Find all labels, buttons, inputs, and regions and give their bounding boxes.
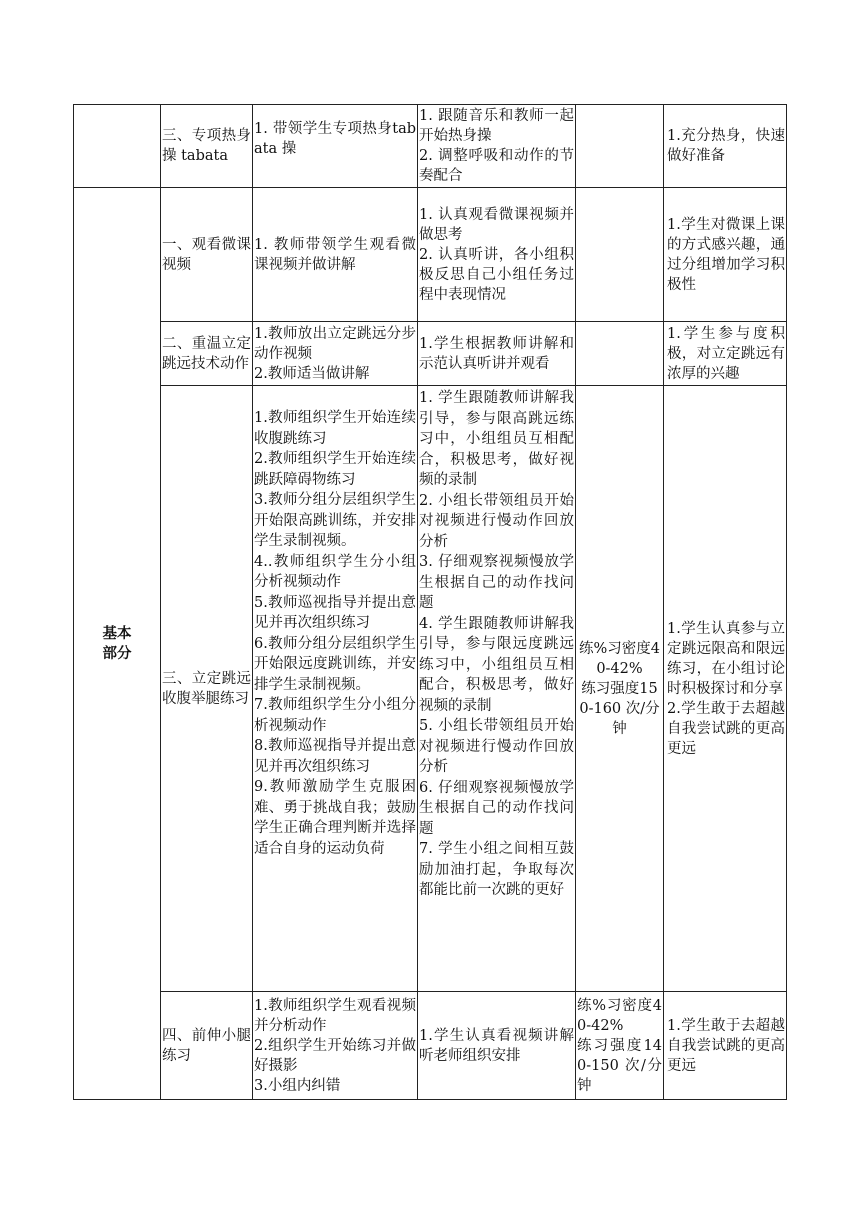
student-activity-cell: 1. 跟随音乐和教师一起开始热身操 2. 调整呼吸和动作的节奏配合 <box>418 105 576 188</box>
table-row <box>74 188 787 322</box>
goal-cell: 1.充分热身，快速做好准备 <box>664 105 787 188</box>
lesson-plan-table <box>73 104 787 1100</box>
load-cell <box>576 188 664 322</box>
load-cell <box>576 322 664 386</box>
teacher-activity-cell: 1.教师组织学生开始连续收腹跳练习 2.教师组织学生开始连续跳跃障碍物练习 3.教师分组分层组织学生开始限高跳训练，并安排学生录制视频。 4..教师组织学生分小组分析视频动作 5.教师巡视指导并提出意见并再次组织练习 6.教师分组分层组织学生开始限远度跳训练，并安排学生录制视频。 7.教师组织学生分小组分析视频动作 8.教师巡视指导并提出意见并再次组织练习 9.教师激励学生克服困难、勇于挑战自我；鼓励学生正确合理判断并选择适合自身的运动负荷 <box>253 386 418 992</box>
load-cell: 练%习密度40-42% 练习强度150-160 次/分钟 <box>576 386 664 992</box>
student-activity-cell: 1. 学生跟随教师讲解我引导，参与限高跳远练习中，小组组员互相配合，积极思考，做好视频的录制 2. 小组长带领组员开始对视频进行慢动作回放分析 3. 仔细观察视频慢放学生根据自己的动作找问题 4. 学生跟随教师讲解我引导，参与限远度跳远练习中，小组组员互相配合，积极思考，做好视频的录制 5. 小组长带领组员开始对视频进行慢动作回放分析 6. 仔细观察视频慢放学生根据自己的动作找问题 7. 学生小组之间相互鼓励加油打起，争取每次都能比前一次跳的更好 <box>418 386 576 992</box>
section-cell-empty <box>74 105 161 188</box>
goal-cell: 1.学生对微课上课的方式感兴趣，通过分组增加学习积极性 <box>664 188 787 322</box>
table-row <box>74 322 787 386</box>
table-row <box>74 105 787 188</box>
student-activity-cell: 1.学生认真看视频讲解听老师组织安排 <box>418 992 576 1100</box>
content-cell: 三、立定跳远收腹举腿练习 <box>161 386 253 992</box>
goal-cell: 1.学生参与度积极，对立定跳远有浓厚的兴趣 <box>664 322 787 386</box>
table-row <box>74 386 787 992</box>
section-label-basic: 基本 部分 <box>74 188 161 1100</box>
load-cell: 练%习密度40-42% 练习强度140-150 次/分钟 <box>576 992 664 1100</box>
teacher-activity-cell: 1.教师放出立定跳远分步动作视频 2.教师适当做讲解 <box>253 322 418 386</box>
student-activity-cell: 1.学生根据教师讲解和示范认真听讲并观看 <box>418 322 576 386</box>
teacher-activity-cell: 1. 教师带领学生观看微课视频并做讲解 <box>253 188 418 322</box>
content-cell: 二、重温立定跳远技术动作 <box>161 322 253 386</box>
content-cell: 四、前伸小腿练习 <box>161 992 253 1100</box>
load-cell <box>576 105 664 188</box>
content-cell: 三、专项热身操 tabata <box>161 105 253 188</box>
student-activity-cell: 1. 认真观看微课视频并做思考 2. 认真听讲，各小组积极反思自己小组任务过程中表现情况 <box>418 188 576 322</box>
goal-cell: 1.学生敢于去超越自我尝试跳的更高更远 <box>664 992 787 1100</box>
goal-cell: 1.学生认真参与立定跳远限高和限远练习，在小组讨论时积极探讨和分享 2.学生敢于去超越自我尝试跳的更高更远 <box>664 386 787 992</box>
content-cell: 一、观看微课视频 <box>161 188 253 322</box>
teacher-activity-cell: 1. 带领学生专项热身tabata 操 <box>253 105 418 188</box>
table-row <box>74 992 787 1100</box>
teacher-activity-cell: 1.教师组织学生观看视频并分析动作 2.组织学生开始练习并做好摄影 3.小组内纠错 <box>253 992 418 1100</box>
